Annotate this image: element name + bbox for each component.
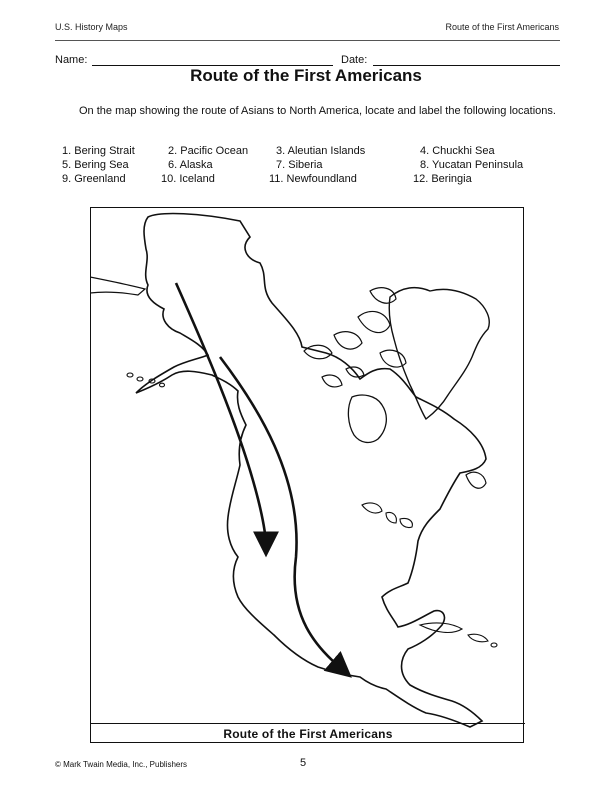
location-item: 3. Aleutian Islands: [276, 145, 366, 157]
header-divider: [55, 40, 560, 41]
location-item: 5. Bering Sea: [62, 159, 129, 171]
location-item: 9. Greenland: [62, 173, 126, 185]
instructions: [55, 103, 560, 119]
location-item: 8. Yucatan Peninsula: [420, 159, 524, 171]
hudson-bay-outline-icon: [348, 395, 386, 442]
great-lakes-outline-icon: [362, 503, 412, 528]
location-item: 7. Siberia: [276, 159, 323, 171]
north-america-map: [90, 207, 524, 743]
location-item: 10. Iceland: [161, 173, 215, 185]
header-right: Route of the First Americans: [445, 22, 559, 32]
location-item: 6. Alaska: [168, 159, 213, 171]
siberia-outline-icon: [90, 277, 145, 295]
instructions-text: On the map showing the route of Asians to North America, locate and label the following locations.: [79, 105, 556, 117]
greenland-outline-icon: [389, 287, 489, 418]
footer-publisher: © Mark Twain Media, Inc., Publishers: [55, 760, 188, 769]
location-item: 2. Pacific Ocean: [168, 145, 249, 157]
migration-arrow-icon: [176, 283, 266, 547]
location-item: 4. Chuckhi Sea: [420, 145, 495, 157]
header-left: U.S. History Maps: [55, 22, 128, 32]
location-item: 12. Beringia: [413, 173, 472, 185]
page-number: 5: [300, 757, 307, 769]
map-caption: Route of the First Americans: [91, 723, 525, 743]
location-item: 1. Bering Strait: [62, 145, 135, 157]
name-label: Name:: [55, 54, 88, 66]
page-title: Route of the First Americans: [190, 66, 422, 85]
map-frame: [90, 207, 524, 743]
location-item: 11. Newfoundland: [269, 173, 357, 185]
date-label: Date:: [341, 54, 368, 66]
newfoundland-outline-icon: [466, 472, 486, 488]
